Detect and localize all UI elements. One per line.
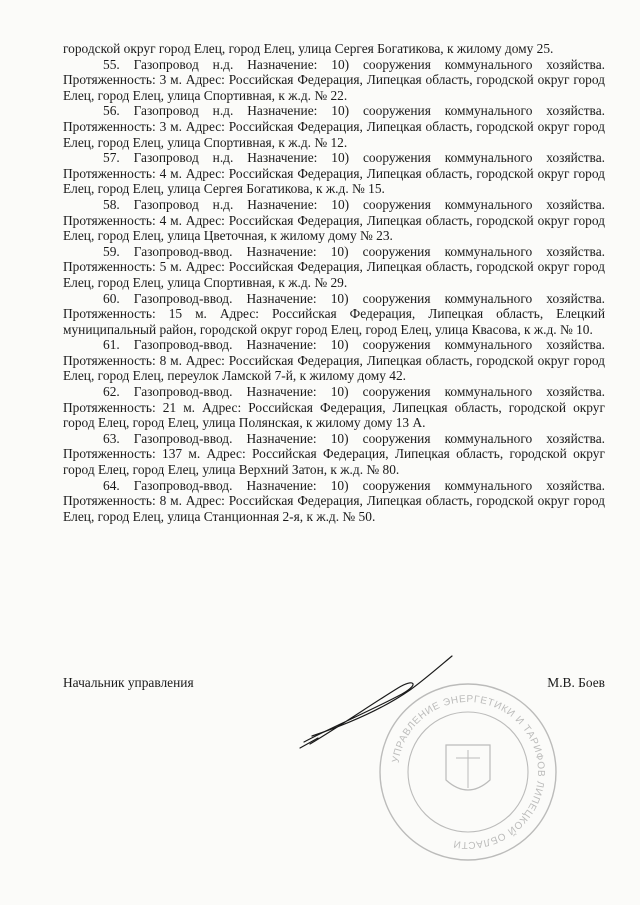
list-item: 58. Газопровод н.д. Назначение: 10) сооружения коммунального хозяйства. Протяженность: 4 м. Адрес: Российская Федерация, Липецкая область, городской округ город Елец, город Елец, улица Цветочная, к жилому дому № 23. xyxy=(63,196,605,244)
list-item: 64. Газопровод-ввод. Назначение: 10) сооружения коммунального хозяйства. Протяженность: 8 м. Адрес: Российская Федерация, Липецкая область, городской округ город Елец, город Елец, улица Станционная 2-я, к ж.д. № 50. xyxy=(63,477,605,524)
list-item: 56. Газопровод н.д. Назначение: 10) сооружения коммунального хозяйства. Протяженность: 3 м. Адрес: Российская Федерация, Липецкая область, городской округ город Елец, город Елец, улица Спортивная, к ж.д. № 12. xyxy=(63,103,605,150)
list-item: 59. Газопровод-ввод. Назначение: 10) сооружения коммунального хозяйства. Протяженность: 5 м. Адрес: Российская Федерация, Липецкая область, городской округ город Елец, город Елец, улица Спортивная, к ж.д. № 29. xyxy=(63,243,605,290)
list-item: 57. Газопровод н.д. Назначение: 10) сооружения коммунального хозяйства. Протяженность: 4 м. Адрес: Российская Федерация, Липецкая область, городской округ город Елец, город Елец, улица Сергея Богатикова, к ж.д. № 15. xyxy=(63,150,605,197)
continuation-paragraph: городской округ город Елец, город Елец, улица Сергея Богатикова, к жилому дому 25. xyxy=(63,41,554,56)
list-item: 60. Газопровод-ввод. Назначение: 10) сооружения коммунального хозяйства. Протяженность: 15 м. Адрес: Российская Федерация, Липецкая область, Елецкий муниципальный район, городской округ город Елец, город Елец, улица Квасова, к ж.д. № 10. xyxy=(63,290,605,337)
seal-ring-text: УПРАВЛЕНИЕ ЭНЕРГЕТИКИ И ТАРИФОВ ЛИПЕЦКОЙ ОБЛАСТИ xyxy=(390,693,547,851)
list-item: 61. Газопровод-ввод. Назначение: 10) сооружения коммунального хозяйства. Протяженность: 8 м. Адрес: Российская Федерация, Липецкая область, городской округ город Елец, город Елец, переулок Ламской 7-й, к жилому дому 42. xyxy=(63,337,605,384)
signatory-title: Начальник управления xyxy=(63,675,194,690)
signatory-name: М.В. Боев xyxy=(547,675,605,690)
list-item: 55. Газопровод н.д. Назначение: 10) сооружения коммунального хозяйства. Протяженность: 3 м. Адрес: Российская Федерация, Липецкая область, городской округ город Елец, город Елец, улица Спортивная, к ж.д. № 22. xyxy=(63,56,605,103)
list-item: 62. Газопровод-ввод. Назначение: 10) сооружения коммунального хозяйства. Протяженность: 21 м. Адрес: Российская Федерация, Липецкая область, городской округ город Елец, город Елец, улица Полянская, к жилому дому 13 А. xyxy=(63,384,605,431)
list-item: 63. Газопровод-ввод. Назначение: 10) сооружения коммунального хозяйства. Протяженность: 137 м. Адрес: Российская Федерация, Липецкая область, городской округ город Елец, город Елец, улица Верхний Затон, к ж.д. № 80. xyxy=(63,430,605,478)
